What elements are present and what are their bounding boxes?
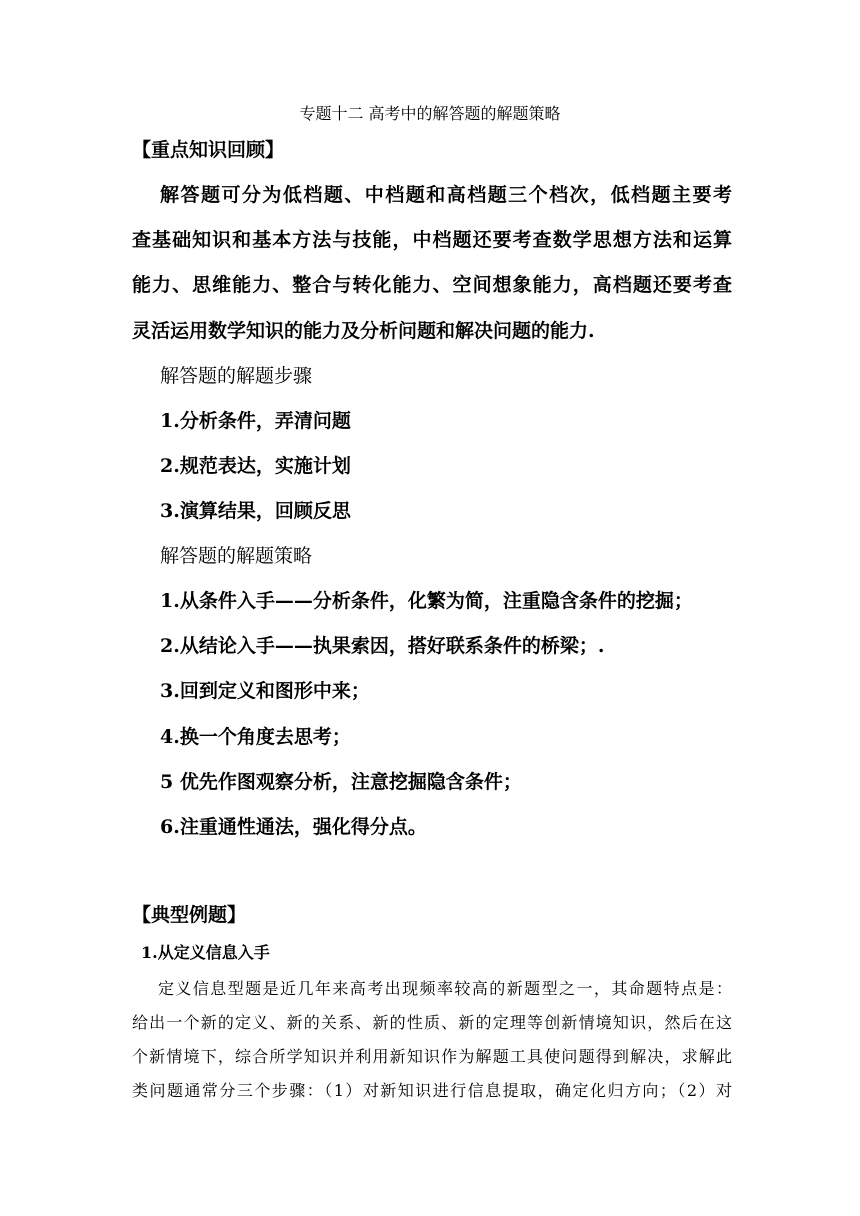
list-item-step: 3.演算结果，回顾反思 — [160, 500, 351, 522]
list-item-step: 1.分析条件，弄清问题 — [160, 410, 351, 432]
page-title: 专题十二 高考中的解答题的解题策略 — [299, 104, 561, 123]
section-heading-typical-examples: 【典型例题】 — [132, 904, 247, 926]
paragraph-line: 类问题通常分三个步骤：（1）对新知识进行信息提取，确定化归方向；（2）对 — [132, 1081, 732, 1100]
list-item-step: 2.规范表达，实施计划 — [160, 455, 351, 477]
list-item-strategy: 4.换一个角度去思考； — [160, 726, 351, 748]
list-item-strategy: 6.注重通性通法，强化得分点。 — [160, 816, 427, 838]
list-item-strategy: 2.从结论入手——执果索因，搭好联系条件的桥梁；. — [160, 635, 605, 657]
list-item-strategy: 5 优先作图观察分析，注意挖掘隐含条件； — [160, 771, 522, 793]
paragraph-line: 查基础知识和基本方法与技能，中档题还要考查数学思想方法和运算 — [132, 229, 732, 251]
paragraph-line: 灵活运用数学知识的能力及分析问题和解决问题的能力. — [132, 320, 595, 342]
subsection-heading: 1.从定义信息入手 — [141, 943, 270, 962]
paragraph-line: 解答题可分为低档题、中档题和高档题三个档次，低档题主要考 — [160, 184, 732, 206]
strategies-title: 解答题的解题策略 — [160, 545, 313, 567]
paragraph-line: 个新情境下，综合所学知识并利用新知识作为解题工具使问题得到解决，求解此 — [132, 1047, 732, 1066]
paragraph-line: 给出一个新的定义、新的关系、新的性质、新的定理等创新情境知识，然后在这 — [132, 1013, 732, 1032]
paragraph-line: 能力、思维能力、整合与转化能力、空间想象能力，高档题还要考查 — [132, 274, 732, 296]
paragraph-line: 定义信息型题是近几年来高考出现频率较高的新题型之一，其命题特点是： — [158, 979, 732, 998]
steps-title: 解答题的解题步骤 — [160, 365, 313, 387]
list-item-strategy: 1.从条件入手——分析条件，化繁为简，注重隐含条件的挖掘； — [160, 590, 693, 612]
list-item-strategy: 3.回到定义和图形中来； — [160, 680, 370, 702]
section-heading-key-knowledge: 【重点知识回顾】 — [132, 139, 285, 161]
